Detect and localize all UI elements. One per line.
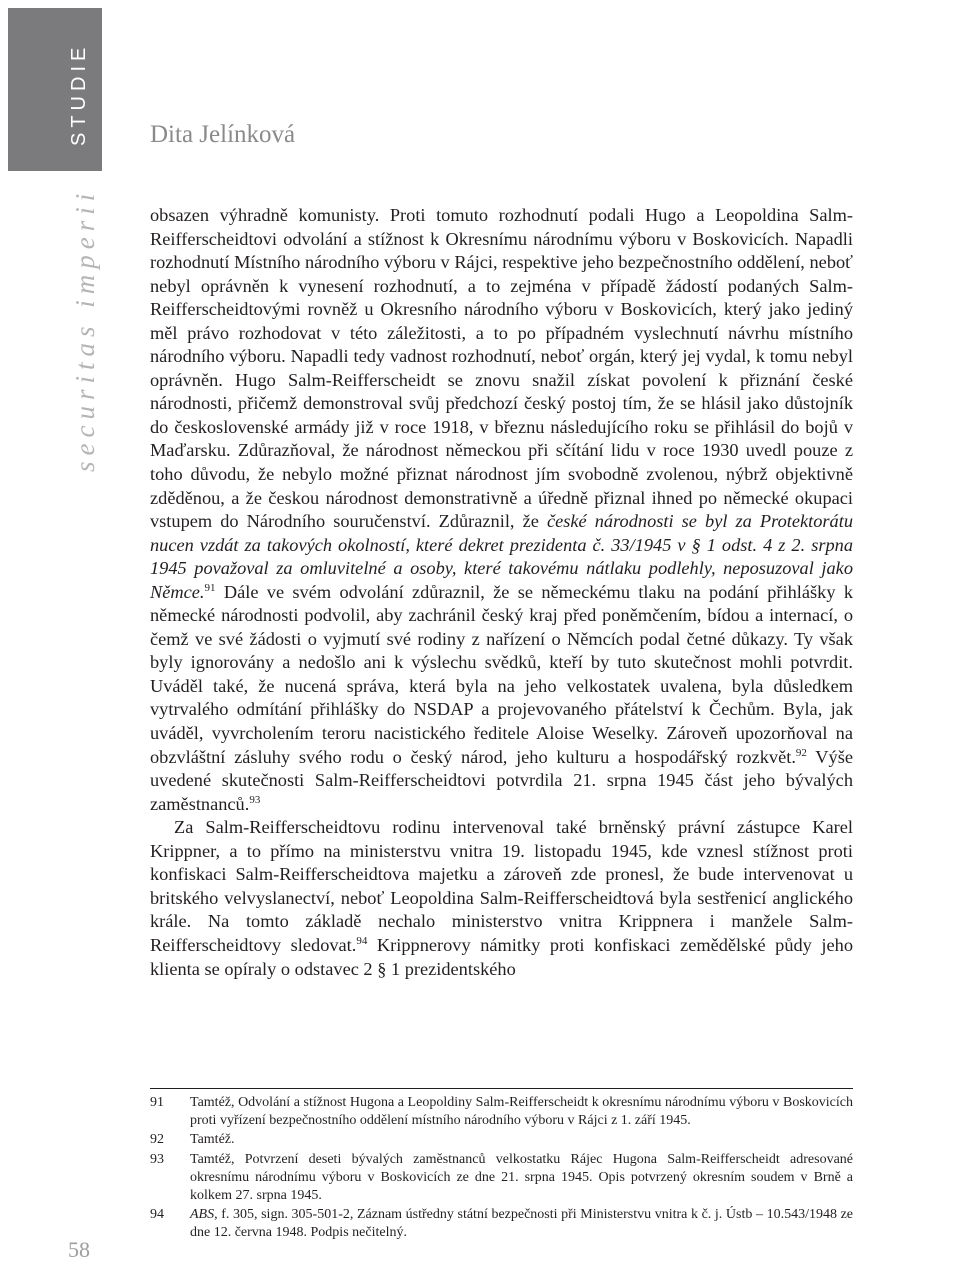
paragraph-text: obsazen výhradně komunisty. Proti tomuto rozhodnutí podali Hugo a Leopoldina Salm-Reifferscheidtovi odvolání a stížnost k Okresnímu národnímu výboru v Boskovicích. Napadli rozhodnutí Místního národního výboru v Rájci, respektive jeho bezpečnostního oddělení, neboť nebyl oprávněn k vynesení rozhodnutí, a to zejména v případě žádostí podaných Salm-Reifferscheidtovými rovněž u Okresního národního výboru v Boskovicích, který jako jediný měl právo rozhodovat v této záležitosti, a to po případném vyslechnutí návrhu místního národního výboru. Napadli tedy vadnost rozhodnutí, neboť orgán, který jej vydal, k tomu nebyl oprávněn. Hugo Salm-Reifferscheidt se znovu snažil získat povolení k přiznání české národnosti, přičemž demonstroval svůj předchozí český postoj tím, že se hlásil jako důstojník do československé armády již v roce 1918, v březnu následujícího roku se přihlásil do bojů v Maďarsku. Zdůrazňoval, že národnost německou při sčítání lidu v roce 1930 uvedl pouze z toho důvodu, že nebylo možné přiznat národnost jím svobodně zvolenou, nýbrž objektivně zděděnou, a že českou národnost demonstrativně a úředně přiznal ihned po německé okupaci vstupem do Národního souručenství. Zdůraznil, že xyxy=(150,205,853,532)
footnote xyxy=(150,1151,853,1204)
footnotes xyxy=(150,1094,853,1244)
footnote-text xyxy=(190,1151,853,1204)
footnote-italic: ABS xyxy=(190,1207,215,1223)
footnote-number: 91 xyxy=(150,1095,164,1110)
author-name: Dita Jelínková xyxy=(150,121,296,148)
section-tab xyxy=(8,8,102,171)
footnote-number: 93 xyxy=(150,1152,164,1168)
footnote-text xyxy=(190,1131,853,1149)
footnote-ref: 93 xyxy=(249,793,261,806)
paragraph-text: Za Salm-Reifferscheidtovu rodinu intervenoval také brněnský právní zástupce Karel Krippner, a to přímo na ministerstvu vnitra 19. listopadu 1945, kde vznesl stížnost proti konfiskaci Salm-Reifferscheidtova majetku a zároveň zde pronesl, že bude intervenovat u britského velvyslanectví, neboť Leopoldina Salm-Reifferscheidtová byla sestřenicí anglického krále. Na tomto základě nechalo ministerstvo vnitra Krippnera i manžele Salm-Reifferscheidtovy sledovat. xyxy=(150,817,853,955)
footnote-text xyxy=(190,1094,853,1129)
footnote-ref: 92 xyxy=(795,746,807,759)
footnote-body: Tamtéž, Odvolání a stížnost Hugona a Leopoldiny Salm-Reifferscheidt k okresnímu národnímu výboru v Boskovicích proti vyřízení bezpečnostního oddělení místního národního výboru v Rájci z 1. září 1945. xyxy=(190,1095,853,1128)
quoted-text: české národnosti se byl za Protektorátu nucen vzdát za takových okolností, které dekret prezidenta č. 33/1945 v § 1 odst. 4 z 2. srpna 1945 považoval za omluvitelné a osoby, které takovému nátlaku podlehly, neposuzoval jako Němce. xyxy=(150,511,853,602)
footnote xyxy=(150,1131,853,1149)
footnote-number: 94 xyxy=(150,1207,164,1223)
footnote xyxy=(150,1206,853,1241)
paragraph-text: Výše uvedené skutečnosti Salm-Reifferscheidtovi potvrdila 21. srpna 1945 část jeho bývalých zaměstnanců. xyxy=(150,746,853,814)
footnote-body: , f. 305, sign. 305-501-2, Záznam ústředny státní bezpečnosti při Ministerstvu vnitra k č. j. Ústb – 10.543/1948 ze dne 12. června 1948. Podpis nečitelný. xyxy=(190,1207,853,1240)
footnote-divider xyxy=(150,1088,853,1089)
paragraph xyxy=(150,816,853,981)
footnote-ref: 94 xyxy=(356,935,368,948)
footnote-body: Tamtéž, Potvrzení deseti bývalých zaměstnanců velkostatku Rájec Hugona Salm-Reifferscheidt adresované okresnímu národnímu výboru v Boskovicích ze dne 21. srpna 1945. Opis potvrzený okresním soudem v Brně a kolkem 27. srpna 1945. xyxy=(190,1152,853,1203)
footnote-body: Tamtéž. xyxy=(190,1132,235,1148)
paragraph xyxy=(150,204,853,816)
footnote-text xyxy=(190,1206,853,1241)
article-body xyxy=(150,204,853,981)
section-label: STUDIE xyxy=(68,42,90,146)
footnote-number: 92 xyxy=(150,1132,164,1148)
footnote-ref: 91 xyxy=(204,581,216,594)
journal-name: securitas imperii xyxy=(70,187,100,472)
paragraph-text: Krippnerovy námitky proti konfiskaci zemědělské půdy jeho klienta se opíraly o odstavec 2 § 1 prezidentského xyxy=(150,934,853,979)
footnote xyxy=(150,1094,853,1129)
page-number: 58 xyxy=(68,1237,90,1262)
paragraph-text: Dále ve svém odvolání zdůraznil, že se německému tlaku na podání přihlášky k německé národnosti podvolil, aby zachránil český kraj před poněmčením, bídou a internací, o čemž ve své žádosti o vyjmutí své rodiny z nařízení o Němcích podal četné důkazy. Ty však byly ignorovány a nedošlo ani k výslechu svědků, kteří by tuto skutečnost mohli potvrdit. Uváděl také, že nucená správa, která byla na jeho velkostatek uvalena, byla důsledkem vytrvalého odmítání přihlášky do NSDAP a projevovaného přátelství k Čechům. Byla, jak uváděl, vyvrcholením teroru nacistického ředitele Aloise Weselky. Zároveň upozorňoval na obzvláštní zásluhy svého rodu o český národ, jeho kulturu a hospodářský rozkvět. xyxy=(150,581,853,767)
